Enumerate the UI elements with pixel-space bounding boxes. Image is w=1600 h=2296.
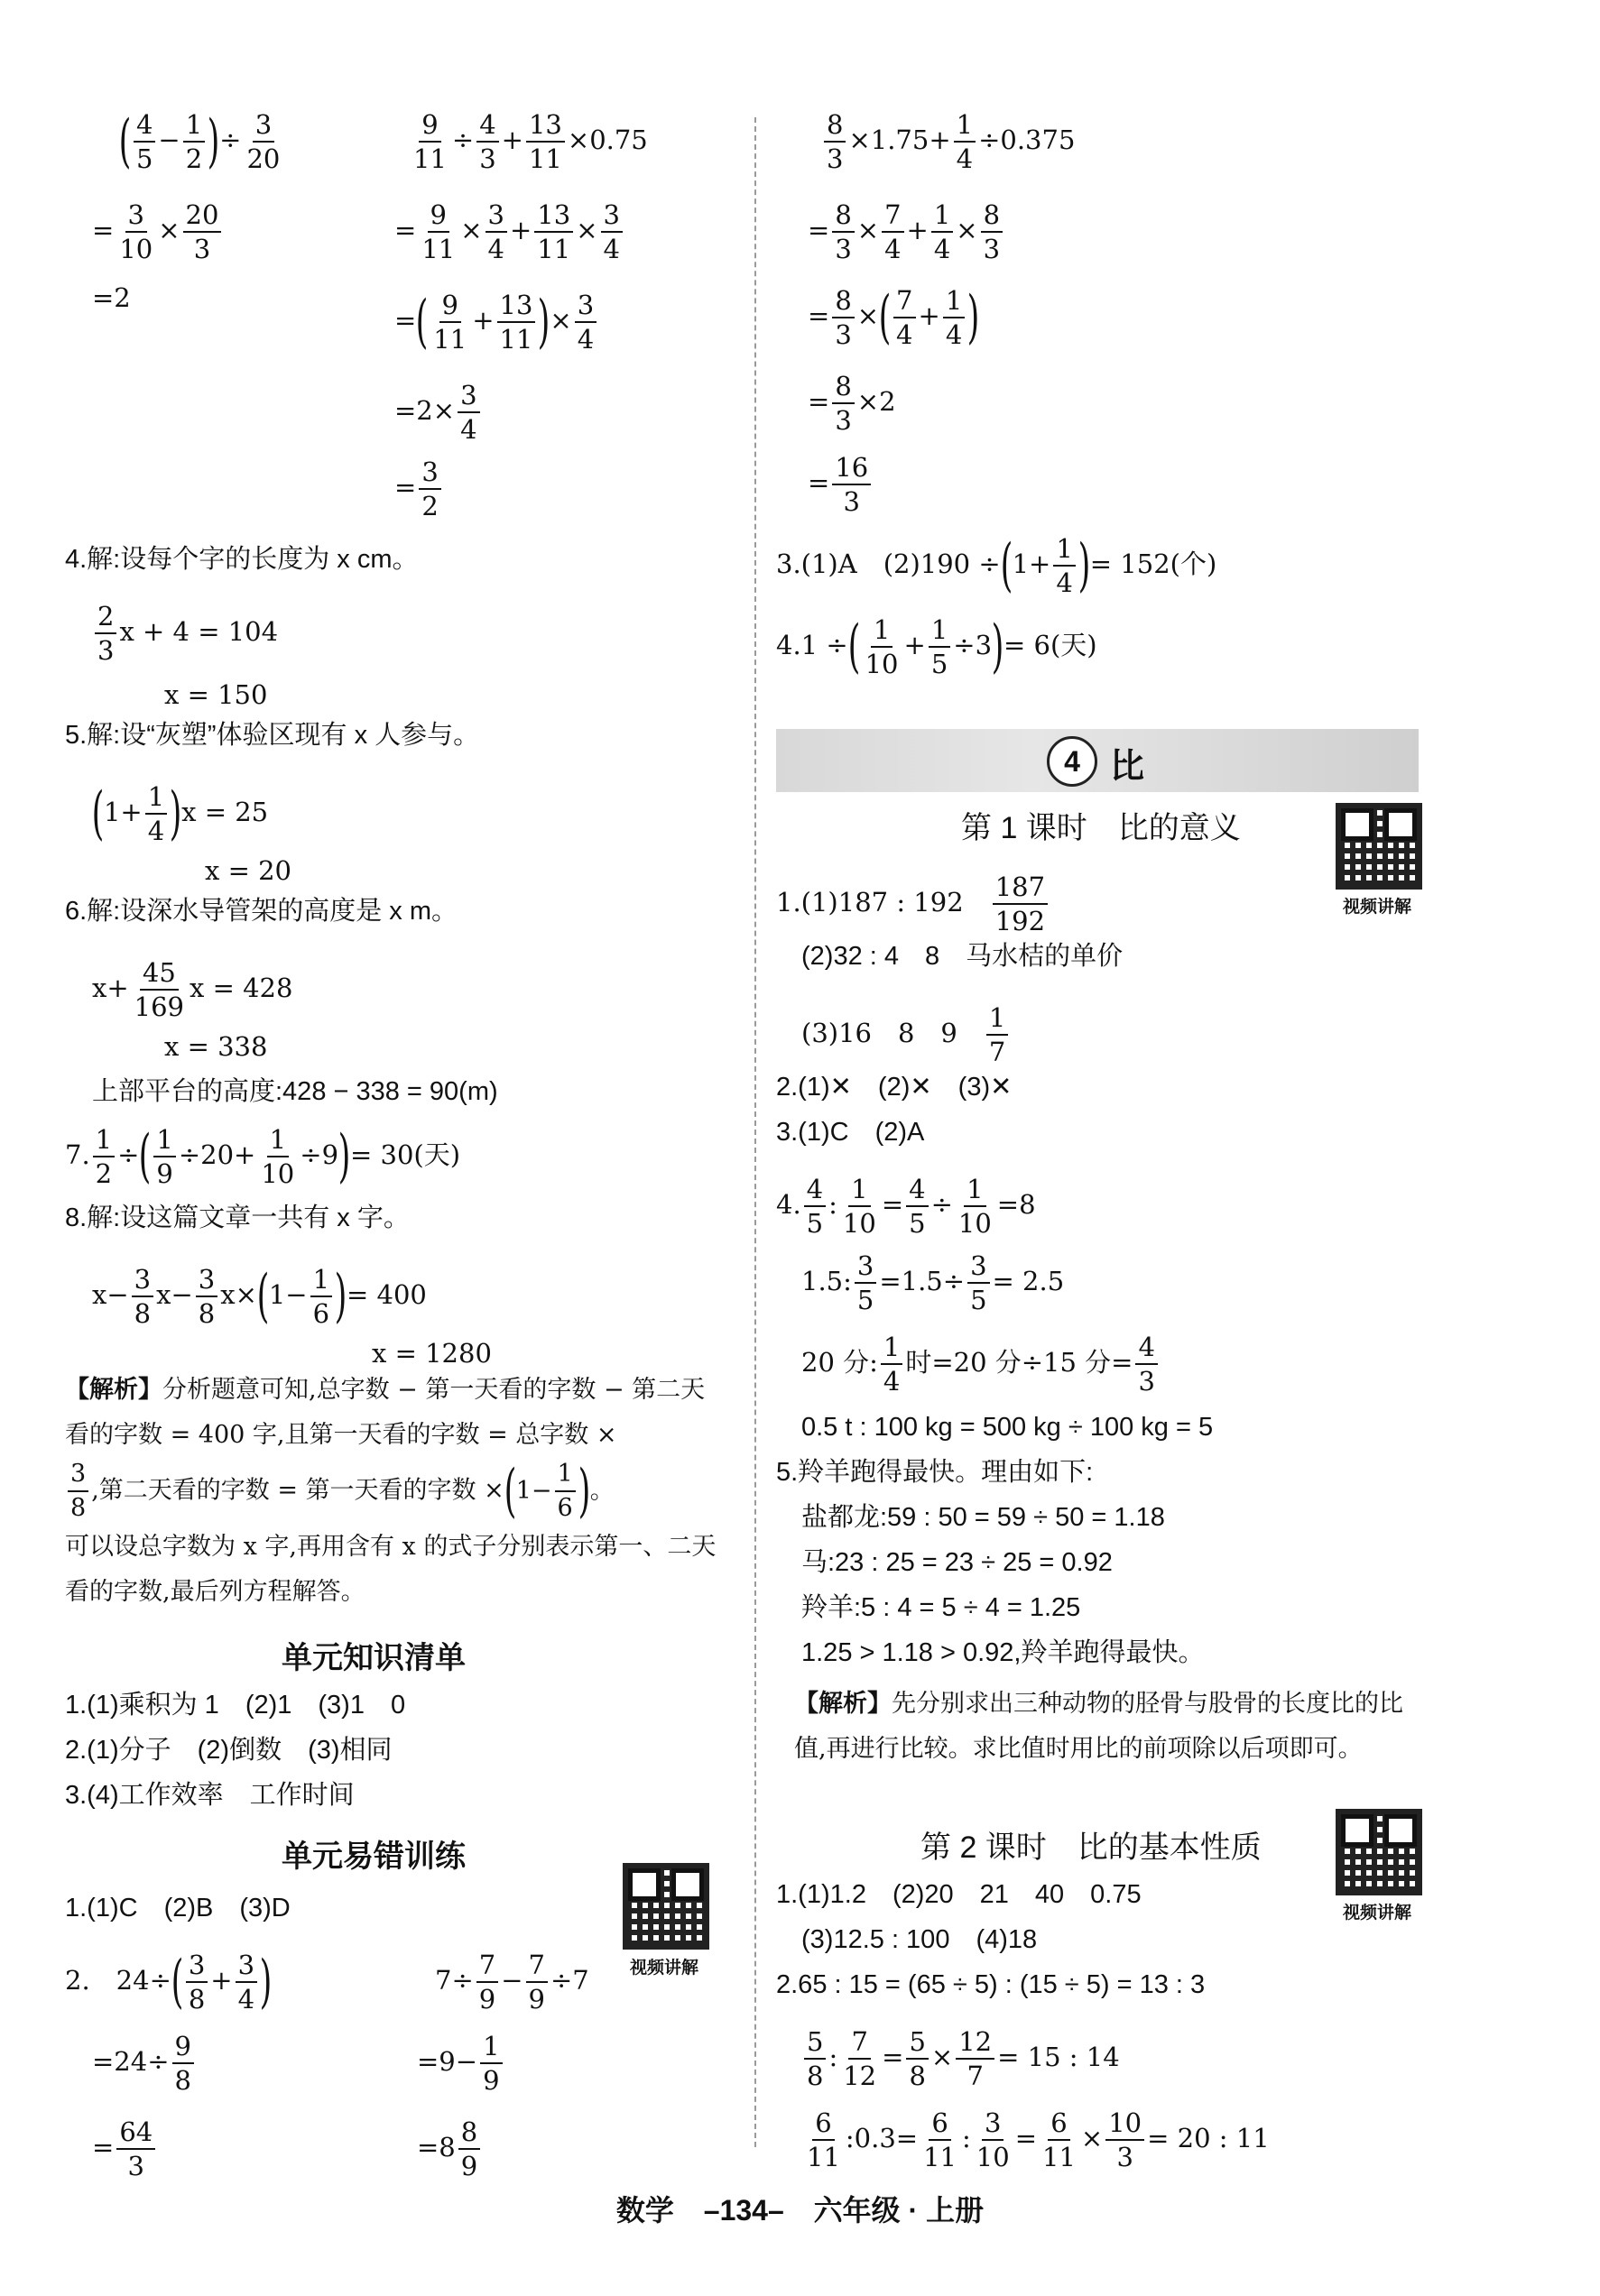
lesson1-item: 20 分: $\frac{1}{4}$ 时=20 分÷15 分= $\frac{4}{3}$ — [801, 1331, 1161, 1397]
math-step: = $\frac{8}{3}$ × $\frac{7}{4}$ + $\frac{1}{4}$ × $\frac{8}{3}$ — [808, 198, 1005, 265]
qr-code-icon[interactable] — [623, 1863, 709, 1950]
page-footer — [0, 2188, 1600, 2229]
math-step: =( $\frac{9}{11}$ + $\frac{13}{11}$ )× $\frac{3}{4}$ — [394, 289, 599, 355]
analysis-tag: 【解析】 — [65, 1376, 162, 1403]
equation: $\frac{2}{3}$ x + 4 = 104 — [92, 600, 278, 667]
math-expression: $\frac{8}{3}$ ×1.75+ $\frac{1}{4}$ ÷0.375 — [821, 108, 1075, 175]
error-item: 1.(1)C (2)B (3)D — [65, 1894, 291, 1923]
question-4: 4.1 ÷( $\frac{1}{10}$ + $\frac{1}{5}$ ÷3)= 6(天) — [776, 613, 1097, 680]
equation: x− $\frac{3}{8}$ x− $\frac{3}{8}$ x×(1− $\frac{1}{6}$ )= 400 — [92, 1263, 427, 1330]
lesson1-item: 1.5: $\frac{3}{5}$ =1.5÷ $\frac{3}{5}$ = 2.5 — [801, 1250, 1065, 1315]
math-step: = $\frac{8}{3}$ ×2 — [808, 371, 896, 436]
lesson1-item: 羚羊:5 : 4 = 5 ÷ 4 = 1.25 — [801, 1593, 1081, 1622]
question-3: 3.(1)A (2)190 ÷(1+ $\frac{1}{4}$ )= 152(个) — [776, 532, 1217, 599]
error-item-2: 2. 24÷( $\frac{3}{8}$ + $\frac{3}{4}$ ) — [65, 1949, 273, 2015]
math-step: = $\frac{3}{10}$ × $\frac{20}{3}$ — [92, 198, 224, 265]
lesson1-item: 盐都龙:59 : 50 = 59 ÷ 50 = 1.18 — [801, 1503, 1165, 1532]
q8-result: = 400 — [347, 1279, 427, 1310]
column-divider — [754, 117, 756, 2147]
qr-label: 视频讲解 — [1343, 898, 1412, 917]
equation: (1+ $\frac{1}{4}$ )x = 25 — [91, 780, 269, 847]
math-step: = $\frac{16}{3}$ — [808, 451, 874, 518]
knowledge-item: 3.(4)工作效率 工作时间 — [65, 1781, 355, 1810]
math-step: = $\frac{3}{2}$ — [394, 456, 444, 522]
section-heading: 单元易错训练 — [282, 1840, 466, 1874]
qr-code-icon[interactable] — [1336, 1809, 1422, 1895]
unit-banner — [776, 729, 1419, 792]
question-6: 6.解:设深水导管架的高度是 x m。 — [65, 897, 458, 926]
question-7: 7. $\frac{1}{2}$ ÷( $\frac{1}{9}$ ÷20+ $\frac{1}{10}$ ÷9)= 30(天) — [65, 1123, 461, 1190]
lesson2-item: 2.65 : 15 = (65 ÷ 5) : (15 ÷ 5) = 13 : 3 — [776, 1970, 1206, 1999]
item-result: = 2.5 — [992, 1266, 1065, 1296]
item-text: (3)16 8 9 — [801, 1018, 957, 1048]
knowledge-item: 1.(1)乘积为 1 (2)1 (3)1 0 — [65, 1691, 406, 1720]
q3-text: 3.(1)A (2)190 ÷ — [776, 549, 1001, 579]
lesson2-item: 1.(1)1.2 (2)20 21 40 0.75 — [776, 1880, 1142, 1909]
item-text: 1.(1)187 : 192 — [776, 887, 964, 917]
math-step: =2× $\frac{3}{4}$ — [394, 379, 483, 446]
q4-result: = 6(天) — [1003, 630, 1097, 660]
lesson2-item: $\frac{5}{8}$ : $\frac{7}{12}$ = $\frac{5}{8}$ × $\frac{12}{7}$ = 15 : 14 — [801, 2025, 1120, 2092]
answer: x = 1280 — [372, 1338, 492, 1369]
qr-label: 视频讲解 — [1343, 1904, 1412, 1923]
q7-result: = 30(天) — [349, 1139, 461, 1170]
math-expression: 7÷ $\frac{7}{9}$ − $\frac{7}{9}$ ÷7 — [435, 1950, 589, 2015]
q4-text: 4.1 ÷ — [776, 630, 848, 660]
q3-result: = 152(个) — [1089, 549, 1217, 579]
q6-platform-height: 上部平台的高度:428 − 338 = 90(m) — [92, 1077, 498, 1106]
math-expression: $\frac{9}{11}$ ÷ $\frac{4}{3}$ + $\frac{13}{11}$ ×0.75 — [413, 109, 648, 174]
math-step: =2 — [92, 282, 131, 313]
lesson2-item: (3)12.5 : 100 (4)18 — [801, 1925, 1038, 1954]
lesson1-item: 5.羚羊跑得最快。理由如下: — [776, 1458, 1094, 1487]
item-label: 2. — [65, 1965, 90, 1996]
lesson1-item: 1.(1)187 : 192 $\frac{187}{192}$ — [776, 871, 1050, 937]
item-result: = 20 : 11 — [1147, 2123, 1270, 2153]
footer-subject: 数学 — [615, 2194, 674, 2227]
equation-text: x + 4 = 104 — [119, 616, 279, 647]
equation-text: x = 25 — [181, 797, 269, 827]
lesson-title: 第 2 课时 比的基本性质 — [920, 1830, 1262, 1865]
lesson1-item: 0.5 t : 100 kg = 500 kg ÷ 100 kg = 5 — [801, 1413, 1214, 1442]
lesson1-item: (3)16 8 9 $\frac{1}{7}$ — [801, 1001, 1011, 1068]
section-heading: 单元知识清单 — [282, 1641, 466, 1675]
equation-text: x = 428 — [190, 973, 293, 1003]
item-result: = 15 : 14 — [997, 2042, 1120, 2072]
page-number: –134– — [703, 2194, 784, 2227]
analysis-text: 先分别求出三种动物的胫骨与股骨的长度比的比值,再进行比较。求比值时用比的前项除以后项即可。 — [794, 1690, 1403, 1763]
question-8: 8.解:设这篇文章一共有 x 字。 — [65, 1203, 410, 1232]
analysis-text: 分析题意可知,总字数 − 第一天看的字数 − 第二天看的字数 = 400 字,且第一天看的字数 = 总字数 × — [65, 1376, 706, 1449]
qr-code-icon[interactable] — [1336, 803, 1422, 890]
knowledge-item: 2.(1)分子 (2)倒数 (3)相同 — [65, 1736, 393, 1765]
math-step: =8 $\frac{8}{9}$ — [417, 2116, 483, 2182]
lesson1-item: 2.(1)✕ (2)✕ (3)✕ — [776, 1073, 1013, 1102]
math-step: = $\frac{9}{11}$ × $\frac{3}{4}$ + $\frac{13}{11}$ × $\frac{3}{4}$ — [394, 198, 625, 265]
qr-label: 视频讲解 — [630, 1959, 699, 1978]
analysis-text: ,第二天看的字数 = 第一天看的字数 × — [91, 1476, 504, 1505]
lesson2-item: $\frac{6}{11}$ :0.3= $\frac{6}{11}$ : $\frac{3}{10}$ = $\frac{6}{11}$ × $\frac{10}{3}$ = 20 : 11 — [807, 2107, 1270, 2172]
math-step: = $\frac{8}{3}$ ×( $\frac{7}{4}$ + $\frac{1}{4}$ ) — [808, 284, 980, 351]
analysis-block: 【解析】分析题意可知,总字数 − 第一天看的字数 − 第二天看的字数 = 400 字,且第一天看的字数 = 总字数 × $\frac{3}{8}$ ,第二天看的字数 = 第一天看的字数 ×(1− $\frac{1}{6}$ )。 可以设总字数为 x 字,再用含有 x 的式子分别表示第一、二天看的字数,最后列方程解答。 — [65, 1376, 717, 1606]
lesson1-item: 马:23 : 25 = 23 ÷ 25 = 0.92 — [801, 1548, 1113, 1577]
answer: x = 150 — [164, 679, 268, 710]
lesson-title: 第 1 课时 比的意义 — [961, 811, 1241, 845]
lesson1-item: 3.(1)C (2)A — [776, 1118, 925, 1147]
math-expression: ( $\frac{4}{5}$ − $\frac{1}{2}$ )÷ $\frac{3}{20}$ — [118, 108, 281, 175]
unit-number: 4 — [1047, 736, 1097, 787]
analysis-block — [794, 1681, 1426, 1772]
footer-grade: 六年级 · 上册 — [813, 2194, 985, 2227]
unit-title: 比 — [1110, 748, 1145, 786]
equation: x+ $\frac{45}{169}$ x = 428 — [92, 957, 293, 1022]
math-step: = $\frac{64}{3}$ — [92, 2116, 158, 2182]
question-4: 4.解:设每个字的长度为 x cm。 — [65, 545, 419, 574]
answer: x = 338 — [164, 1031, 268, 1062]
math-step: =9− $\frac{1}{9}$ — [417, 2030, 505, 2097]
analysis-tag: 【解析】 — [794, 1690, 892, 1717]
lesson1-item: 4. $\frac{4}{5}$ : $\frac{1}{10}$ = $\frac{4}{5}$ ÷ $\frac{1}{10}$ =8 — [776, 1174, 1036, 1239]
math-step: =24÷ $\frac{9}{8}$ — [92, 2030, 197, 2097]
lesson1-item: 1.25 > 1.18 > 0.92,羚羊跑得最快。 — [801, 1638, 1205, 1667]
analysis-text: 可以设总字数为 x 字,再用含有 x 的式子分别表示第一、二天看的字数,最后列方程解答。 — [65, 1533, 717, 1606]
lesson1-item: (2)32 : 4 8 马水桔的单价 — [801, 942, 1124, 971]
question-5: 5.解:设“灰塑”体验区现有 x 人参与。 — [65, 721, 480, 750]
answer: x = 20 — [205, 855, 291, 886]
